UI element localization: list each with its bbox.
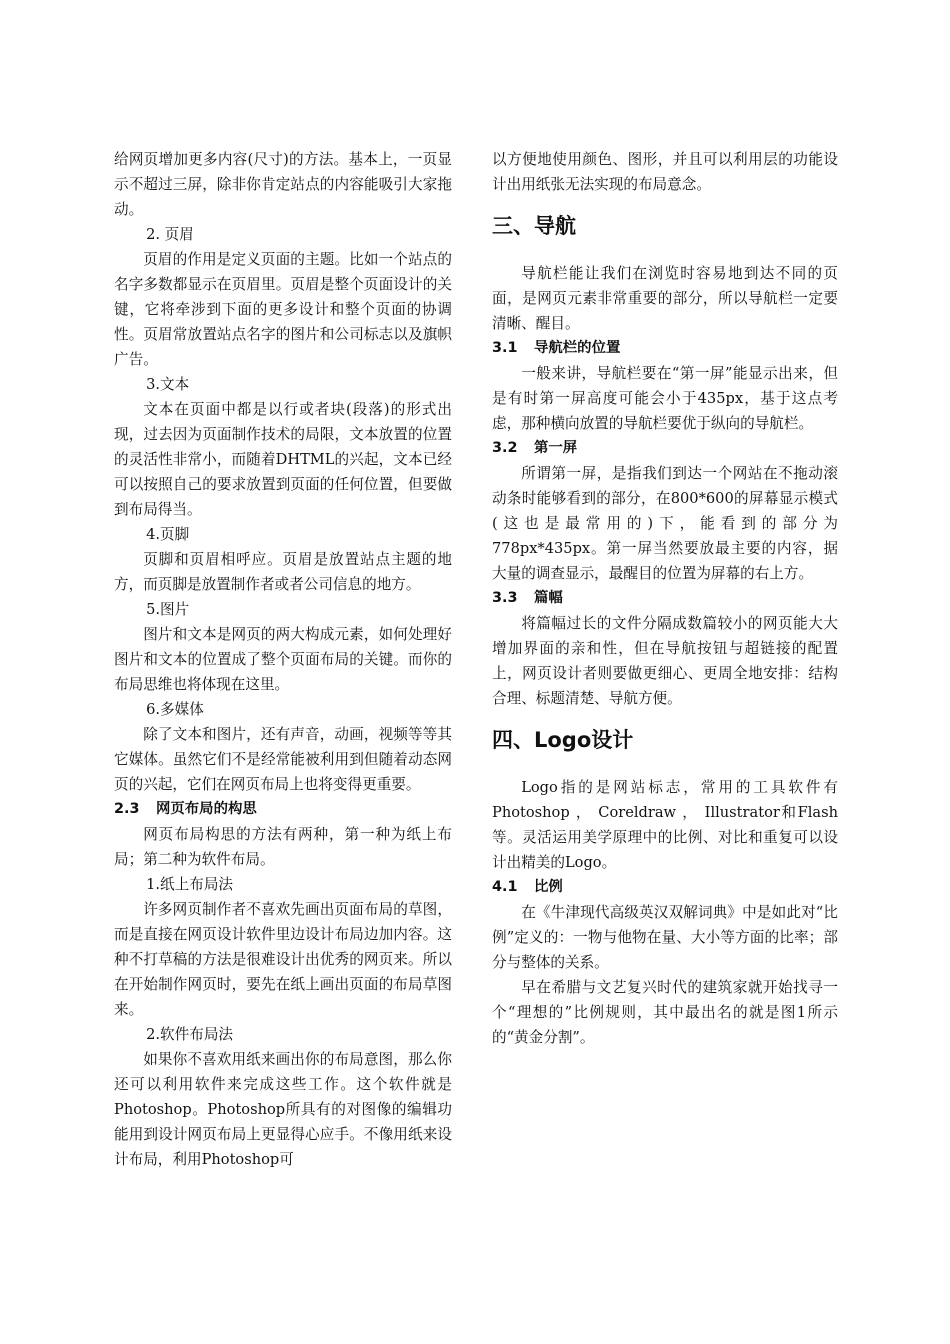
paragraph-3-3: 将篇幅过长的文件分隔成数篇较小的网页能大大增加界面的亲和性，但在导航按钮与超链接的配置上，网页设计者则要做更细心、更周全地安排：结构合理、标题清楚、导航方便。 xyxy=(492,615,838,707)
paragraph-3-1: 一般来讲，导航栏要在“第一屏”能显示出来，但是有时第一屏高度可能会小于435px，基于这点考虑，那种横向放置的导航栏要优于纵向的导航栏。 xyxy=(492,365,838,432)
section-heading-2-3 xyxy=(114,797,452,822)
paragraph-logo: Logo指的是网站标志，常用的工具软件有Photoshop ， Coreldraw ， Illustrator和Flash等。灵活运用美学原理中的比例、对比和重复可以设计出精美的Logo。 xyxy=(492,779,838,871)
section-heading-3-1 xyxy=(492,336,838,361)
paragraph-3-2: 所谓第一屏，是指我们到达一个网站在不拖动滚动条时能够看到的部分，在800*600的屏幕显示模式(这也是最常用的)下，能看到的部分为778px*435px。第一屏当然要放最主要的内容，据大量的调查显示，最醒目的位置为屏幕的右上方。 xyxy=(492,465,838,582)
item-paper-layout-title: 1.纸上布局法 xyxy=(146,876,234,893)
paragraph-4-1-a: 在《牛津现代高级英汉双解词典》中是如此对“比例”定义的：一物与他物在量、大小等方面的比率；部分与整体的关系。 xyxy=(492,904,838,971)
item-media-title: 6.多媒体 xyxy=(146,701,204,718)
section-heading-3-3 xyxy=(492,586,838,611)
paragraph-layout-idea: 网页布局构思的方法有两种，第一种为纸上布局；第二种为软件布局。 xyxy=(114,826,452,868)
paragraph-software-layout: 如果你不喜欢用纸来画出你的布局意图，那么你还可以利用软件来完成这些工作。这个软件就是Photoshop。Photoshop所具有的对图像的编辑功能用到设计网页布局上更显得心应手。不像用纸来设计布局，利用Photoshop可 xyxy=(114,1051,452,1168)
left-column xyxy=(114,147,452,1172)
paragraph-text: 文本在页面中都是以行或者块(段落)的形式出现，过去因为页面制作技术的局限，文本放置的位置的灵活性非常小，而随着DHTML的兴起，文本已经可以按照自己的要求放置到页面的任何位置，但要做到布局得当。 xyxy=(114,401,452,518)
paragraph-4-1-b: 早在希腊与文艺复兴时代的建筑家就开始找寻一个“理想的”比例规则，其中最出名的就是图1所示的“黄金分割”。 xyxy=(492,979,838,1046)
heading-navigation: 三、导航 xyxy=(492,214,576,238)
paragraph-paper-layout: 许多网页制作者不喜欢先画出页面布局的草图，而是直接在网页设计软件里边设计布局边加内容。这种不打草稿的方法是很难设计出优秀的网页来。所以在开始制作网页时，要先在纸上画出页面的布局草图来。 xyxy=(114,901,452,1018)
section-number: 3.3 xyxy=(492,590,518,606)
item-footer-title: 4.页脚 xyxy=(146,526,190,543)
section-number: 3.2 xyxy=(492,440,518,456)
paragraph-media: 除了文本和图片，还有声音，动画，视频等等其它媒体。虽然它们不是经常能被利用到但随着动态网页的兴起，它们在网页布局上也将变得更重要。 xyxy=(114,726,452,793)
section-title: 篇幅 xyxy=(534,590,563,606)
item-image-title: 5.图片 xyxy=(146,601,190,618)
paragraph-image: 图片和文本是网页的两大构成元素，如何处理好图片和文本的位置成了整个页面布局的关键。而你的布局思维也将体现在这里。 xyxy=(114,626,452,693)
section-number: 3.1 xyxy=(492,340,518,356)
section-title: 网页布局的构思 xyxy=(156,801,257,817)
paragraph-header: 页眉的作用是定义页面的主题。比如一个站点的名字多数都显示在页眉里。页眉是整个页面设计的关键，它将牵涉到下面的更多设计和整个页面的协调性。页眉常放置站点名字的图片和公司标志以及旗帜广告。 xyxy=(114,251,452,368)
paragraph-continuation: 给网页增加更多内容(尺寸)的方法。基本上，一页显示不超过三屏，除非你肯定站点的内容能吸引大家拖动。 xyxy=(114,151,452,218)
item-header-title: 2. 页眉 xyxy=(146,226,194,243)
paragraph-navigation: 导航栏能让我们在浏览时容易地到达不同的页面，是网页元素非常重要的部分，所以导航栏一定要清晰、醒目。 xyxy=(492,265,838,332)
section-title: 第一屏 xyxy=(534,440,578,456)
section-number: 4.1 xyxy=(492,879,518,895)
item-software-layout-title: 2.软件布局法 xyxy=(146,1026,234,1043)
section-heading-3-2 xyxy=(492,436,838,461)
heading-logo-design: 四、Logo设计 xyxy=(492,728,634,752)
paragraph-continuation-right: 以方便地使用颜色、图形，并且可以利用层的功能设计出用纸张无法实现的布局意念。 xyxy=(492,151,838,193)
right-column xyxy=(492,147,838,1050)
section-title: 导航栏的位置 xyxy=(534,340,621,356)
section-title: 比例 xyxy=(534,879,563,895)
section-heading-4-1 xyxy=(492,875,838,900)
item-text-title: 3.文本 xyxy=(146,376,190,393)
section-number: 2.3 xyxy=(114,801,140,817)
paragraph-footer: 页脚和页眉相呼应。页眉是放置站点主题的地方，而页脚是放置制作者或者公司信息的地方。 xyxy=(114,551,452,593)
